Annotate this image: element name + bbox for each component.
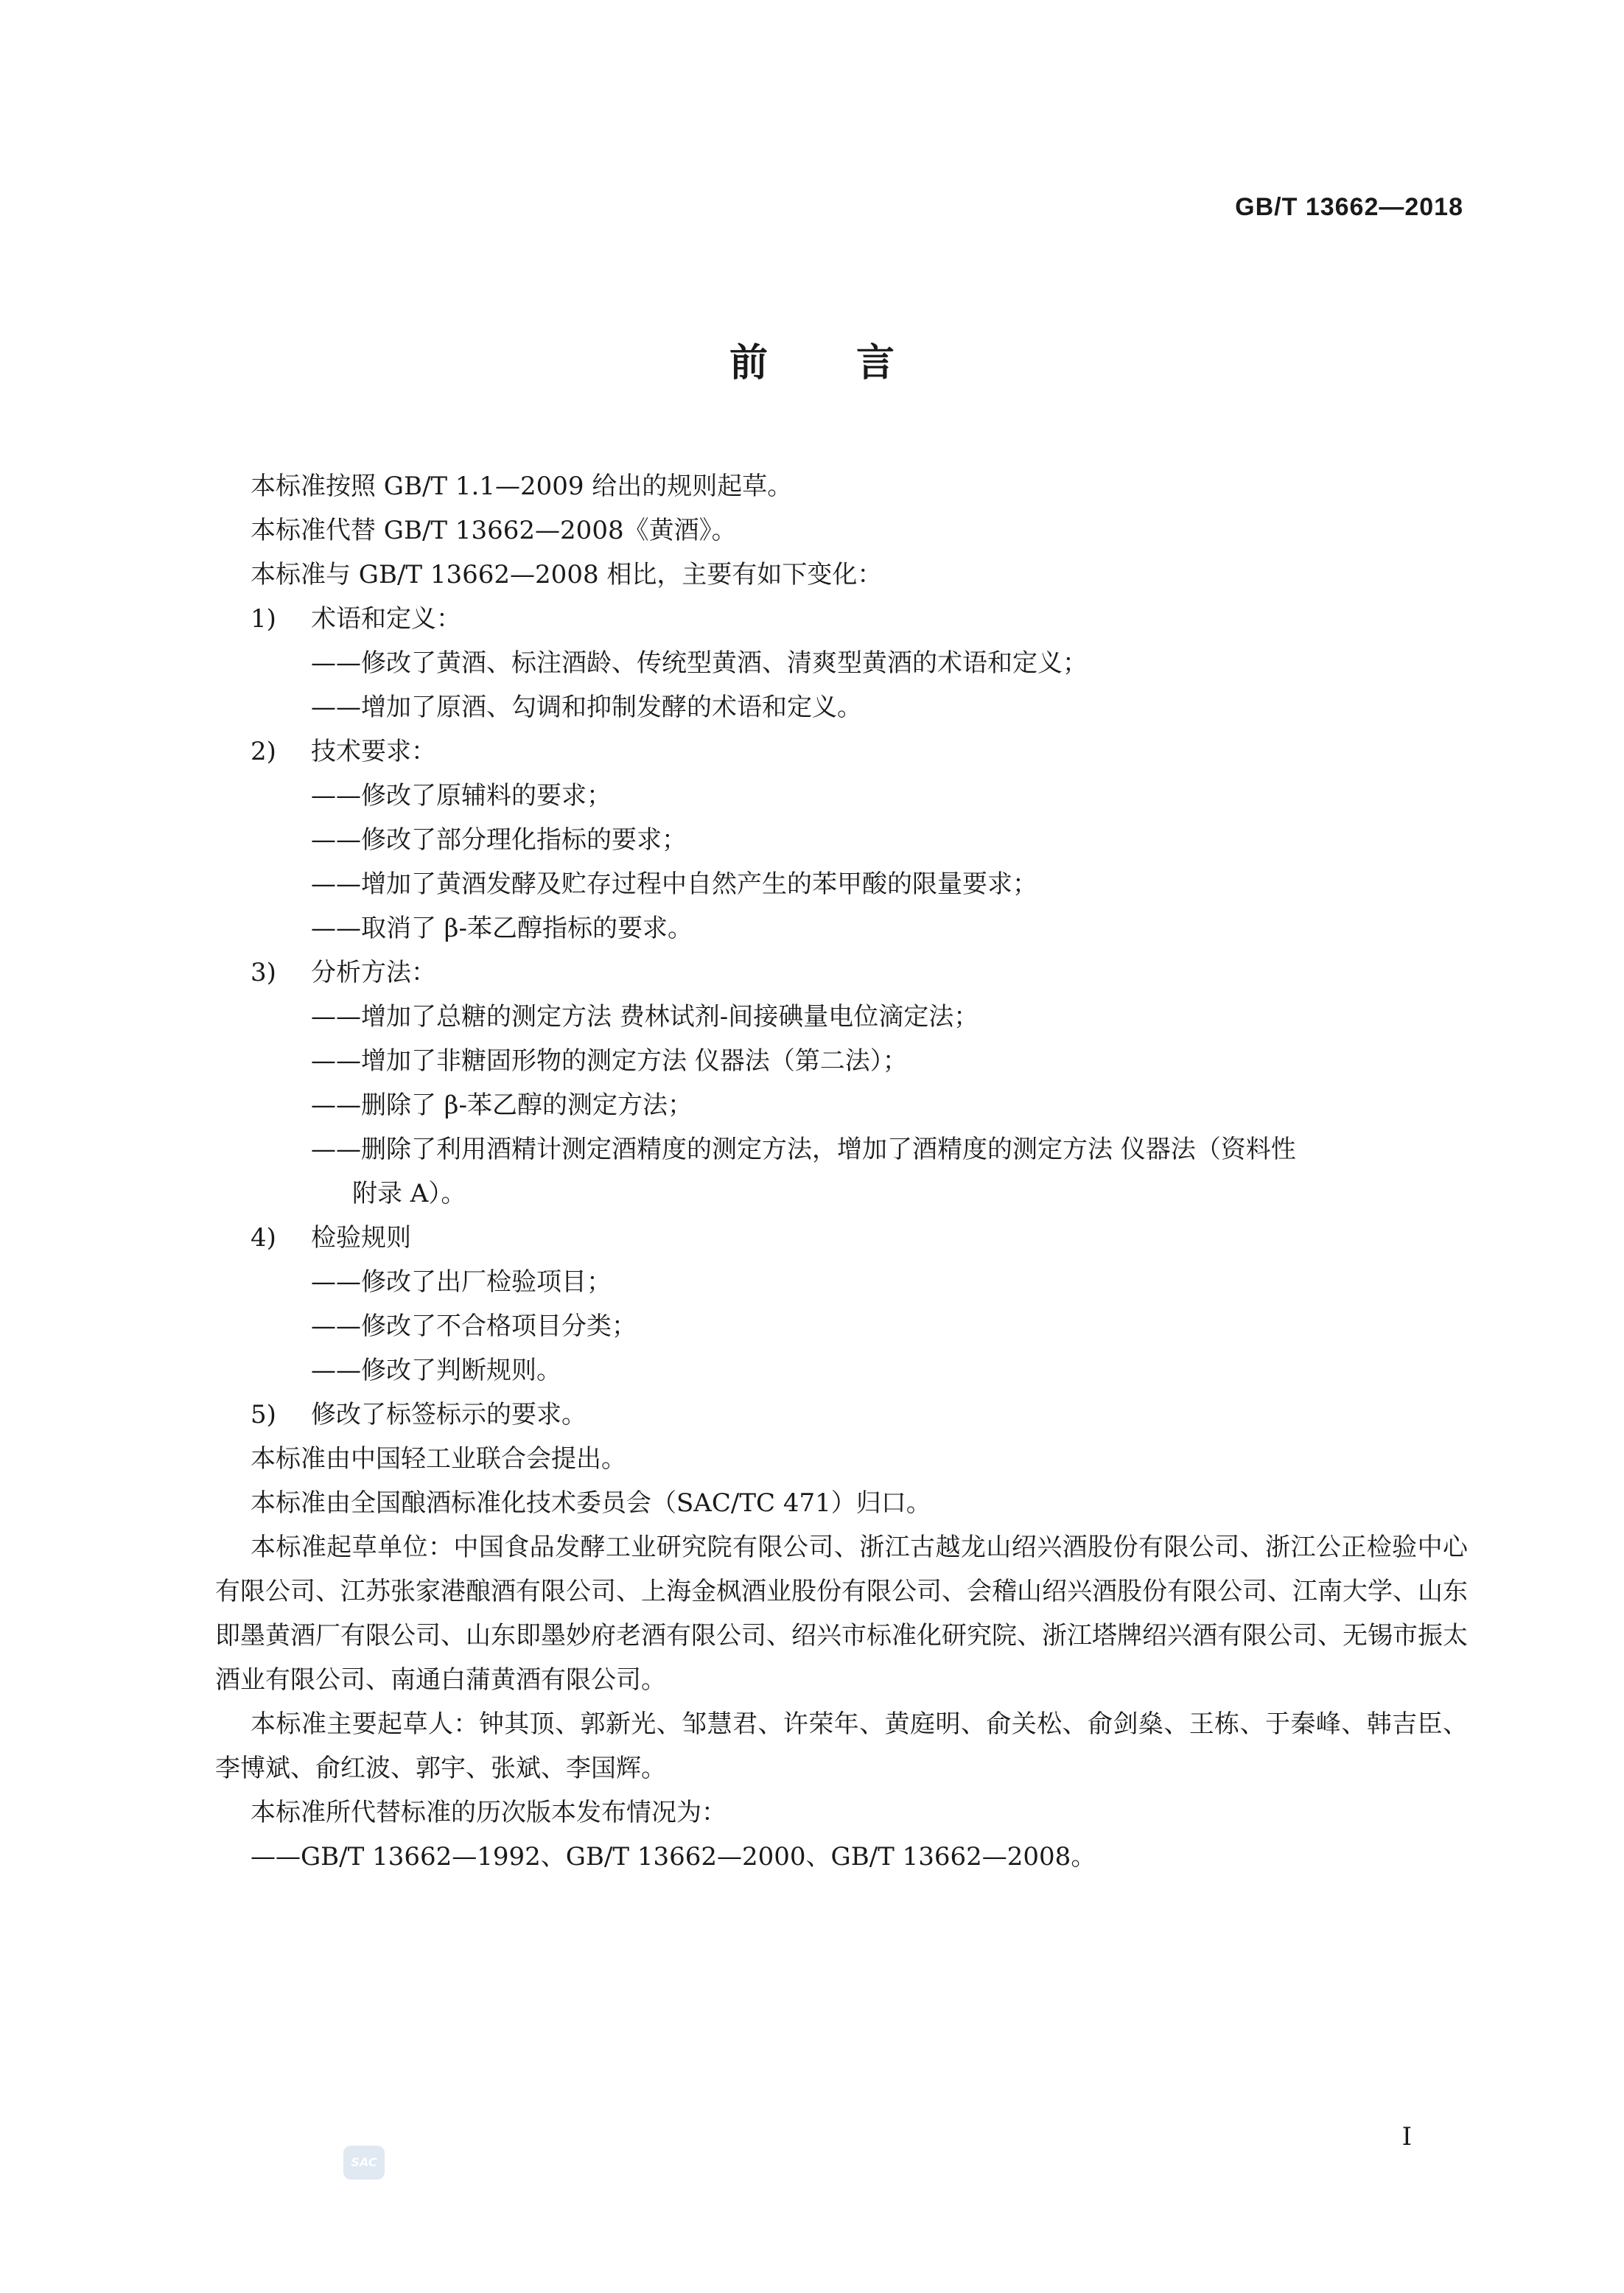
change-label: 术语和定义：: [311, 604, 461, 634]
intro-line-1: 本标准按照 GB/T 1.1—2009 给出的规则起草。: [251, 472, 793, 501]
change-heading-5: [215, 1393, 1468, 1437]
change-item: ——修改了原辅料的要求；: [311, 781, 612, 811]
change-number: 5): [251, 1400, 276, 1429]
change-item: ——取消了 β-苯乙醇指标的要求。: [311, 914, 693, 943]
change-number: 3): [251, 958, 276, 987]
change-item: ——删除了 β-苯乙醇的测定方法；: [311, 1091, 693, 1120]
change-item: ——增加了非糖固形物的测定方法 仪器法（第二法）；: [311, 1046, 908, 1076]
centralized-statement: 本标准由全国酿酒标准化技术委员会（SAC/TC 471）归口。: [251, 1488, 931, 1518]
drafters-paragraph: 本标准主要起草人：钟其顶、郭新光、邹慧君、许荣年、黄庭明、俞关松、俞剑燊、王栋、于秦峰、韩吉臣、李博斌、俞红波、郭宇、张斌、李国辉。: [215, 1709, 1468, 1783]
change-label: 修改了标签标示的要求。: [311, 1400, 587, 1429]
proposer-statement: 本标准由中国轻工业联合会提出。: [251, 1444, 626, 1474]
change-item: ——修改了黄酒、标注酒龄、传统型黄酒、清爽型黄酒的术语和定义；: [311, 648, 1088, 678]
change-number: 4): [251, 1223, 276, 1253]
intro-line-2: 本标准代替 GB/T 13662—2008《黄酒》。: [251, 516, 737, 545]
change-heading-4: [215, 1216, 1468, 1260]
standard-code: GB/T 13662—2018: [1235, 193, 1463, 221]
page-title: 前言: [729, 341, 983, 385]
change-item-continuation: 附录 A）。: [352, 1179, 466, 1208]
page-number: I: [1401, 2122, 1412, 2152]
change-number: 2): [251, 737, 276, 766]
change-heading-2: [215, 729, 1468, 774]
history-versions: ——GB/T 13662—1992、GB/T 13662—2000、GB/T 13662—2008。: [251, 1842, 1096, 1872]
sac-watermark-logo: SAC: [343, 2146, 385, 2180]
drafting-units-paragraph: 本标准起草单位：中国食品发酵工业研究院有限公司、浙江古越龙山绍兴酒股份有限公司、浙江公正检验中心有限公司、江苏张家港酿酒有限公司、上海金枫酒业股份有限公司、会稽山绍兴酒股份有限公司、江南大学、山东即墨黄酒厂有限公司、山东即墨妙府老酒有限公司、绍兴市标准化研究院、浙江塔牌绍兴酒有限公司、无锡市振太酒业有限公司、南通白蒲黄酒有限公司。: [215, 1533, 1468, 1695]
change-number: 1): [251, 604, 276, 634]
change-item: ——增加了黄酒发酵及贮存过程中自然产生的苯甲酸的限量要求；: [311, 869, 1037, 899]
intro-line-3: 本标准与 GB/T 13662—2008 相比，主要有如下变化：: [251, 560, 883, 589]
change-label: 分析方法：: [311, 958, 436, 987]
change-label: 检验规则: [311, 1223, 411, 1253]
change-item: ——修改了出厂检验项目；: [311, 1267, 612, 1297]
change-label: 技术要求：: [311, 737, 436, 766]
change-item: ——删除了利用酒精计测定酒精度的测定方法，增加了酒精度的测定方法 仪器法（资料性: [311, 1135, 1296, 1164]
change-item: ——修改了部分理化指标的要求；: [311, 825, 687, 855]
change-item: ——增加了总糖的测定方法 费林试剂-间接碘量电位滴定法；: [311, 1002, 979, 1032]
history-label: 本标准所代替标准的历次版本发布情况为：: [251, 1798, 727, 1827]
change-heading-3: [215, 951, 1468, 995]
change-item: ——增加了原酒、勾调和抑制发酵的术语和定义。: [311, 693, 862, 722]
foreword-body: [215, 464, 1468, 1879]
change-item: ——修改了不合格项目分类；: [311, 1312, 637, 1341]
change-item: ——修改了判断规则。: [311, 1356, 561, 1385]
change-heading-1: [215, 597, 1468, 641]
